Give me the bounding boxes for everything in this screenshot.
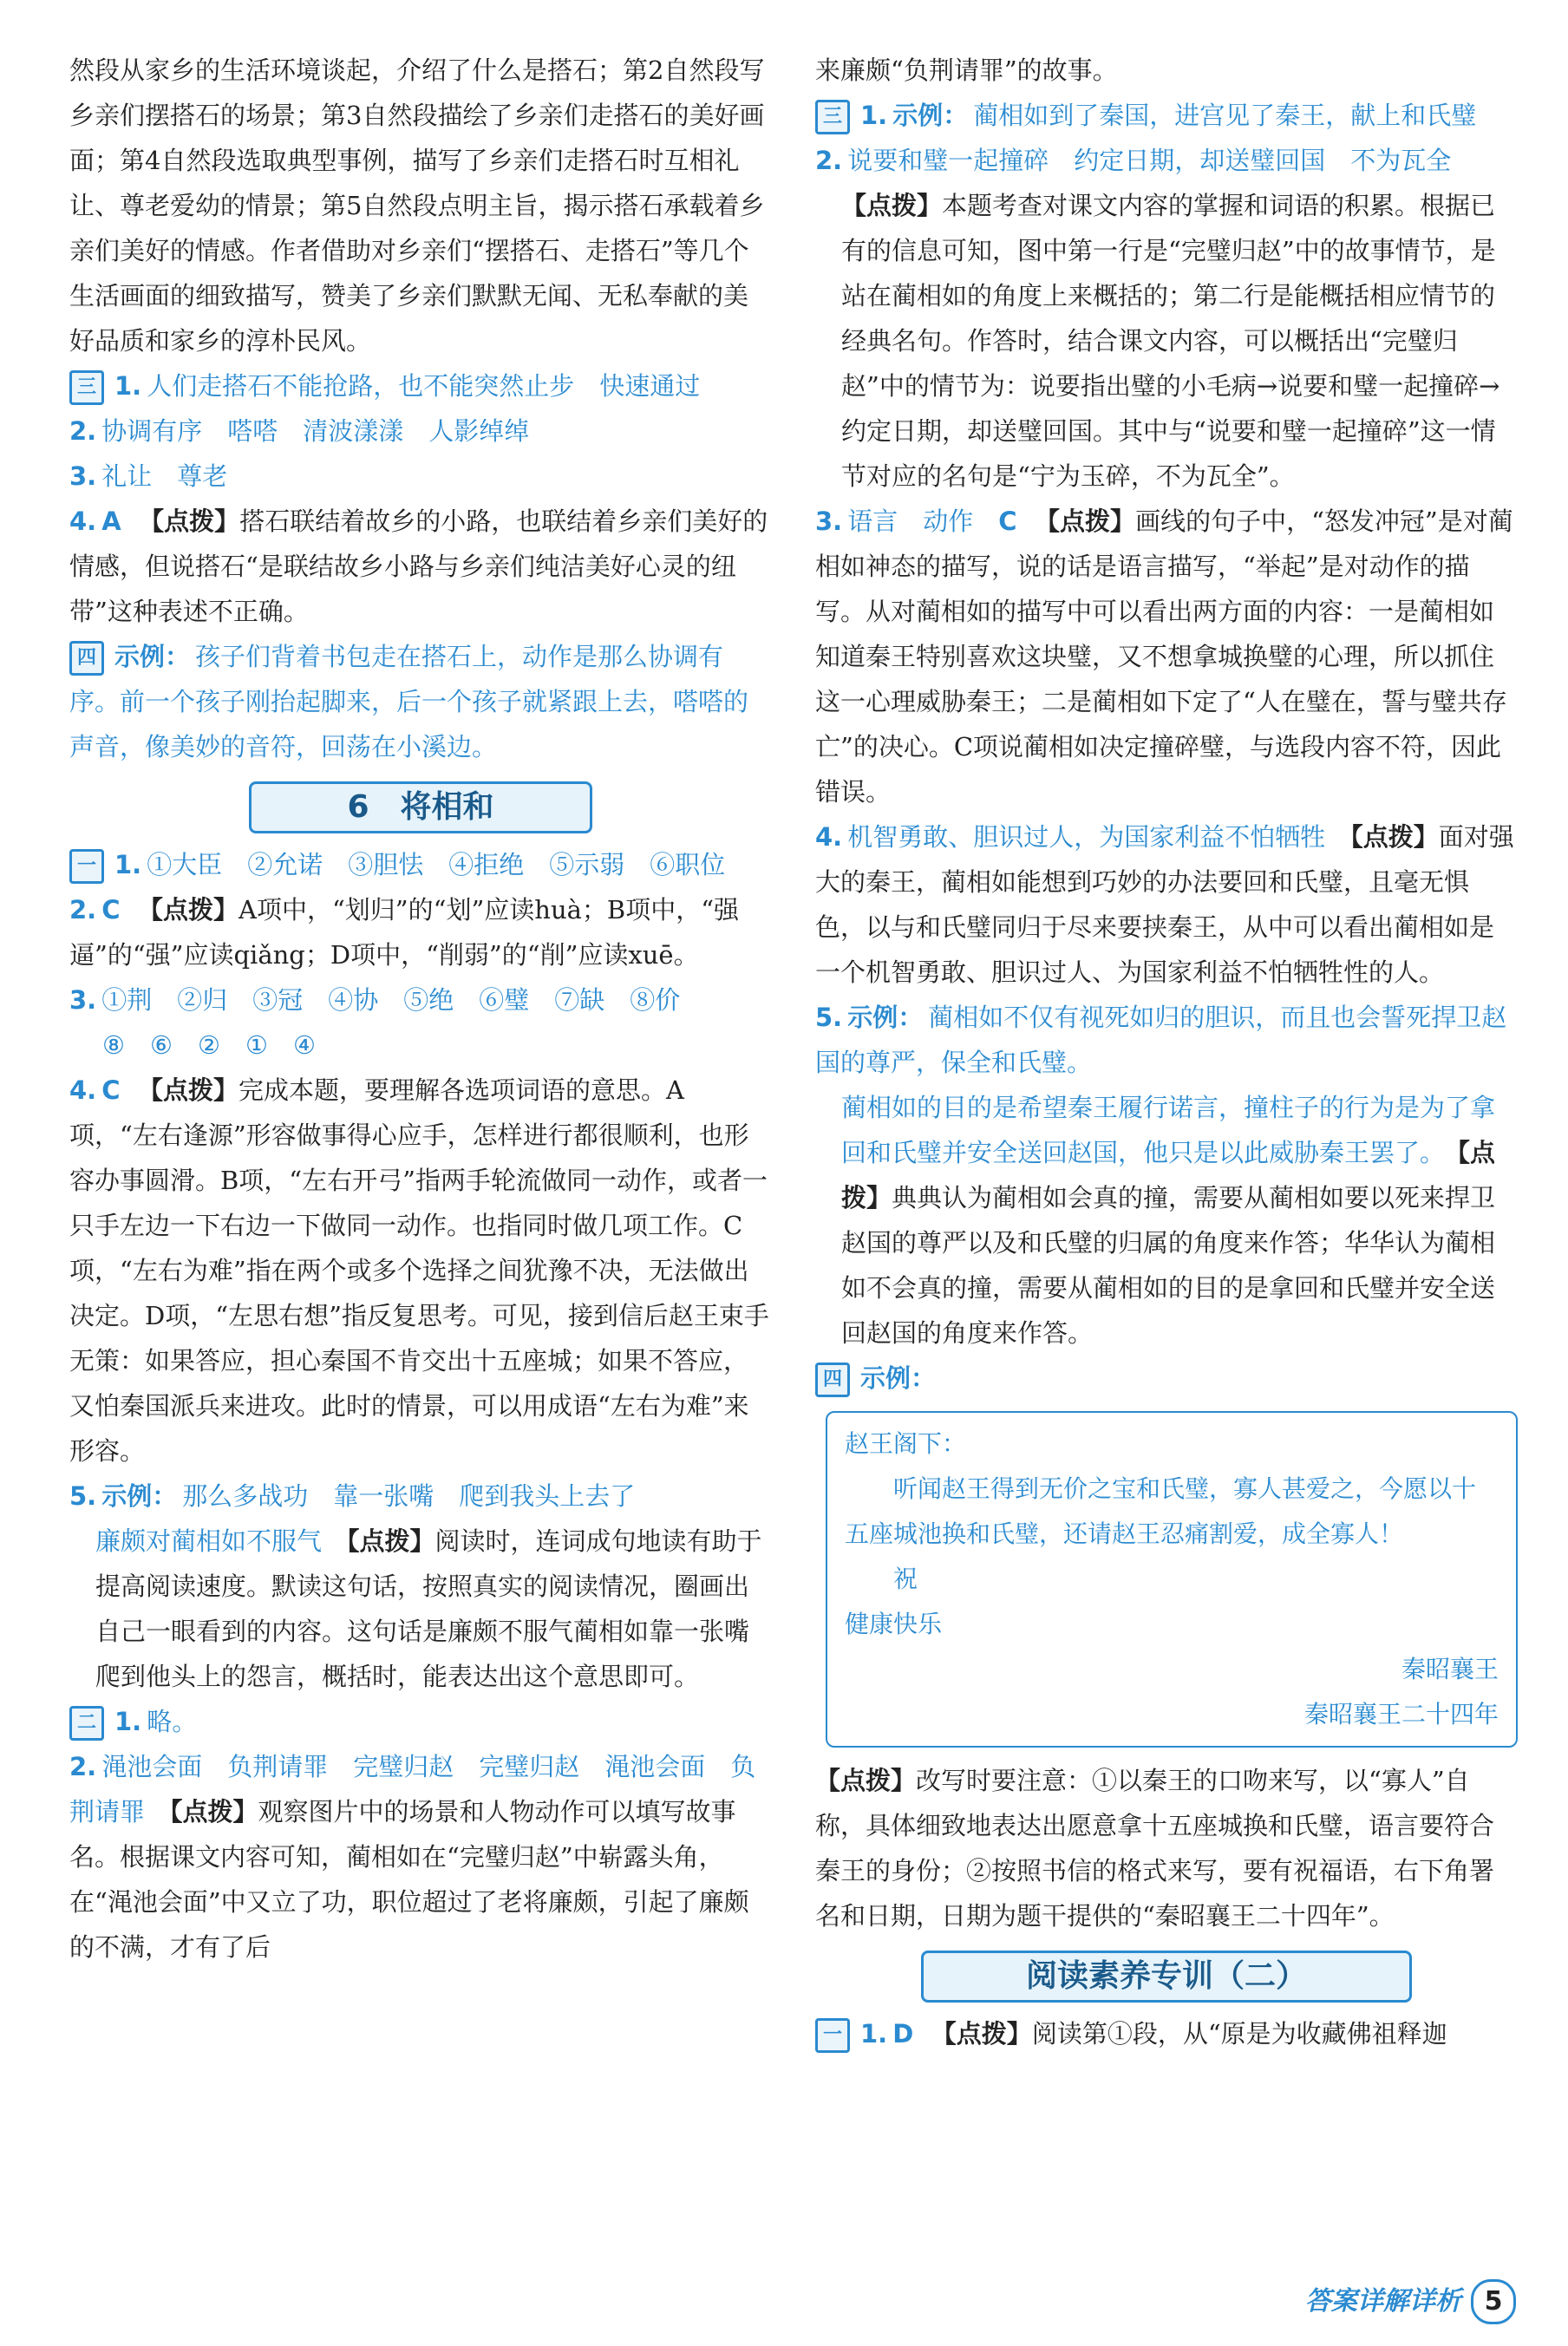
section-badge-1: 一	[815, 2018, 850, 2053]
letter-box	[826, 1411, 1518, 1748]
l6-q1: 一 1. ①大臣 ②允诺 ③胆怯 ④拒绝 ⑤示弱 ⑥职位	[69, 842, 772, 887]
r-q5-explain: 蔺相如的目的是希望秦王履行诺言，撞柱子的行为是为了拿回和氏璧并安全送回赵国，他只是以此威胁秦王罢了。 【点拨】典典认为蔺相如会真的撞，需要从蔺相如要以死来捍卫赵国的尊严以及和氏璧的归属的角度来作答；华华认为蔺相如不会真的撞，需要从蔺相如的目的是拿回和氏璧并安全送回赵国的角度来作答。	[841, 1093, 1496, 1348]
letter-sign: 秦昭襄王	[1401, 1655, 1499, 1683]
letter-body: 听闻赵王得到无价之宝和氏璧，寡人甚爱之，今愿以十五座城池换和氏璧，还请赵王忍痛割爱，成全寡人！	[845, 1474, 1477, 1548]
section-badge-4: 四	[815, 1363, 850, 1397]
continuation: 来廉颇“负荆请罪”的故事。	[815, 56, 1118, 85]
section-badge-3: 三	[69, 370, 104, 405]
r-q1: 三 1. 示例： 蔺相如到了秦国，进宫见了秦王，献上和氏璧	[815, 93, 1518, 138]
r-s4-explain: 【点拨】改写时要注意：①以秦王的口吻来写，以“寡人”自称，具体细致地表达出愿意拿十五座城换和氏璧，语言要符合秦王的身份；②按照书信的格式来写，要有祝福语，右下角署名和日期，日期为题干提供的“秦昭襄王二十四年”。	[815, 1766, 1495, 1931]
left-column	[69, 48, 772, 1970]
l6-q4: 4. C 【点拨】完成本题，要理解各选项词语的意思。A项，“左右逢源”形容做事得心应手，怎样进行都很顺利，也形容办事圆滑。B项，“左右开弓”指两手轮流做同一动作，或者一只手左边一下右边一下做同一动作。也指同时做几项工作。C项，“左右为难”指在两个或多个选择之间犹豫不决，无法做出决定。D项，“左思右想”指反复思考。可见，接到信后赵王束手无策：如果答应，担心秦国不肯交出十五座城；如果不答应，又怕秦国派兵来进攻。此时的情景，可以用成语“左右为难”来形容。	[69, 1075, 769, 1466]
l6-q2: 2. C 【点拨】A项中，“划归”的“划”应读huà；B项中，“强逼”的“强”应读qiǎng；D项中，“削弱”的“削”应读xuē。	[69, 895, 740, 970]
r-q2-answer: 2. 说要和璧一起撞碎 约定日期，却送璧回国 不为瓦全	[815, 146, 1452, 175]
s3-q2: 2. 协调有序 嗒嗒 清波漾漾 人影绰绰	[69, 416, 530, 446]
page-number: 5	[1471, 2279, 1516, 2324]
l6-q3: 3. ①荆 ②归 ③冠 ④协 ⑤绝 ⑥璧 ⑦缺 ⑧价	[69, 985, 681, 1015]
letter-date: 秦昭襄王二十四年	[1303, 1700, 1499, 1728]
section-title: 阅读素养专训（二）	[921, 1951, 1412, 2003]
section-badge-1: 一	[69, 849, 104, 884]
lesson-title: 6 将相和	[249, 781, 592, 833]
footer-label: 答案详解详析	[1304, 2286, 1461, 2317]
r-reading-q1: 一 1. D 【点拨】阅读第①段，从“原是为收藏佛祖释迦	[815, 2011, 1518, 2056]
section-badge-3: 三	[815, 100, 850, 134]
r-q5: 5. 示例： 蔺相如不仅有视死如归的胆识，而且也会誓死捍卫赵国的尊严，保全和氏璧。	[815, 1003, 1507, 1077]
l6-s2-q1: 二 1. 略。	[69, 1699, 772, 1744]
l6-q5-explain: 廉颇对蔺相如不服气 【点拨】阅读时，连词成句地读有助于提高阅读速度。默读这句话，按照真实的阅读情况，圈画出自己一眼看到的内容。这句话是廉颇不服气蔺相如靠一张嘴爬到他头上的怨言，概括时，能表达出这个意思即可。	[95, 1526, 762, 1691]
l6-q5: 5. 示例： 那么多战功 靠一张嘴 爬到我头上去了	[69, 1481, 636, 1511]
right-column	[815, 48, 1518, 2056]
l6-s2-q2: 2. 渑池会面 负荆请罪 完璧归赵 完璧归赵 渑池会面 负荆请罪 【点拨】观察图片中的场景和人物动作可以填写故事名。根据课文内容可知，蔺相如在“完璧归赵”中崭露头角，在“渑池会面”中又立了功，职位超过了老将廉颇，引起了廉颇的不满，才有了后	[69, 1752, 756, 1962]
page-footer	[1305, 2279, 1516, 2324]
s3-q4: 4. A 【点拨】搭石联结着故乡的小路，也联结着乡亲们美好的情感，但说搭石“是联结故乡小路与乡亲们纯洁美好心灵的纽带”这种表述不正确。	[69, 506, 768, 626]
s4-example: 四 示例： 孩子们背着书包走在搭石上，动作是那么协调有序。前一个孩子刚抬起脚来，后一个孩子就紧跟上去，嗒嗒的声音，像美妙的音符，回荡在小溪边。	[69, 642, 749, 761]
r-s4-label: 四 示例：	[815, 1356, 1518, 1401]
letter-zhu: 祝	[893, 1565, 918, 1593]
l6-q3-order: ⑧ ⑥ ② ① ④	[102, 1030, 316, 1060]
section-badge-2: 二	[69, 1706, 104, 1741]
r-q3: 3. 语言 动作 C 【点拨】画线的句子中，“怒发冲冠”是对蔺相如神态的描写，说的话是语言描写，“举起”是对动作的描写。从对蔺相如的描写中可以看出两方面的内容：一是蔺相如知道秦王特别喜欢这块璧，又不想拿城换璧的心理，所以抓住这一心理威胁秦王；二是蔺相如下定了“人在璧在，誓与璧共存亡”的决心。C项说蔺相如决定撞碎璧，与选段内容不符，因此错误。	[815, 506, 1513, 807]
r-q4: 4. 机智勇敢、胆识过人，为国家利益不怕牺牲 【点拨】面对强大的秦王，蔺相如能想到巧妙的办法要回和氏璧，且毫无惧色，以与和氏璧同归于尽来要挟秦王，从中可以看出蔺相如是一个机智勇敢、胆识过人、为国家利益不怕牺牲性的人。	[815, 822, 1514, 987]
s3-q3: 3. 礼让 尊老	[69, 461, 228, 491]
intro-paragraph: 然段从家乡的生活环境谈起，介绍了什么是搭石；第2自然段写乡亲们摆搭石的场景；第3自然段描绘了乡亲们走搭石的美好画面；第4自然段选取典型事例，描写了乡亲们走搭石时互相礼让、尊老爱幼的情景；第5自然段点明主旨，揭示搭石承载着乡亲们美好的情感。作者借助对乡亲们“摆搭石、走搭石”等几个生活画面的细致描写，赞美了乡亲们默默无闻、无私奉献的美好品质和家乡的淳朴民风。	[69, 56, 765, 356]
s3-q1: 三 1. 人们走搭石不能抢路，也不能突然止步 快速通过	[69, 363, 772, 408]
r-q2-explain: 【点拨】本题考查对课文内容的掌握和词语的积累。根据已有的信息可知，图中第一行是“完璧归赵”中的故事情节，是站在蔺相如的角度上来概括的；第二行是能概括相应情节的经典名句。作答时，结合课文内容，可以概括出“完璧归赵”中的情节为：说要指出璧的小毛病→说要和璧一起撞碎→约定日期，却送璧回国。其中与“说要和璧一起撞碎”这一情节对应的名句是“宁为玉碎，不为瓦全”。	[841, 191, 1500, 491]
section-badge-4: 四	[69, 641, 104, 676]
letter-greeting: 赵王阁下：	[845, 1429, 967, 1458]
letter-wish: 健康快乐	[845, 1610, 943, 1638]
